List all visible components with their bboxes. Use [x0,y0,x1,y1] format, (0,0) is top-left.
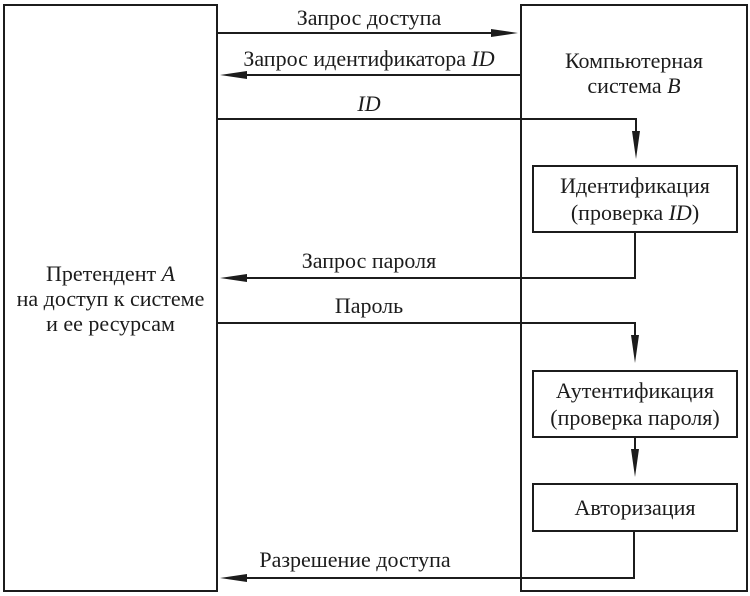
authentication-box [532,370,738,438]
identification-box [532,165,738,233]
id-request-label: Запрос идентификатора ID [243,46,495,71]
authorization-box-label: Авторизация [574,495,696,520]
password-label: Пароль [334,293,404,318]
identification-box-label: Идентификация (проверка ID) [560,173,710,225]
access-request-arrow [218,29,518,37]
claimant-box [3,4,218,592]
access-grant-label: Разрешение доступа [259,547,451,572]
authentication-box-label: Аутентификация (проверка пароля) [550,378,720,430]
id-value-label: ID [357,91,381,116]
claimant-box-label: Претендент А на доступ к системе и ее ресурсам [16,260,205,336]
computer-system-box-label: Компьютерная система В [564,48,704,98]
access-request-label: Запрос доступа [296,5,442,30]
password-request-label: Запрос пароля [301,248,437,273]
id-request-arrow [220,71,520,79]
authorization-box [532,483,738,532]
